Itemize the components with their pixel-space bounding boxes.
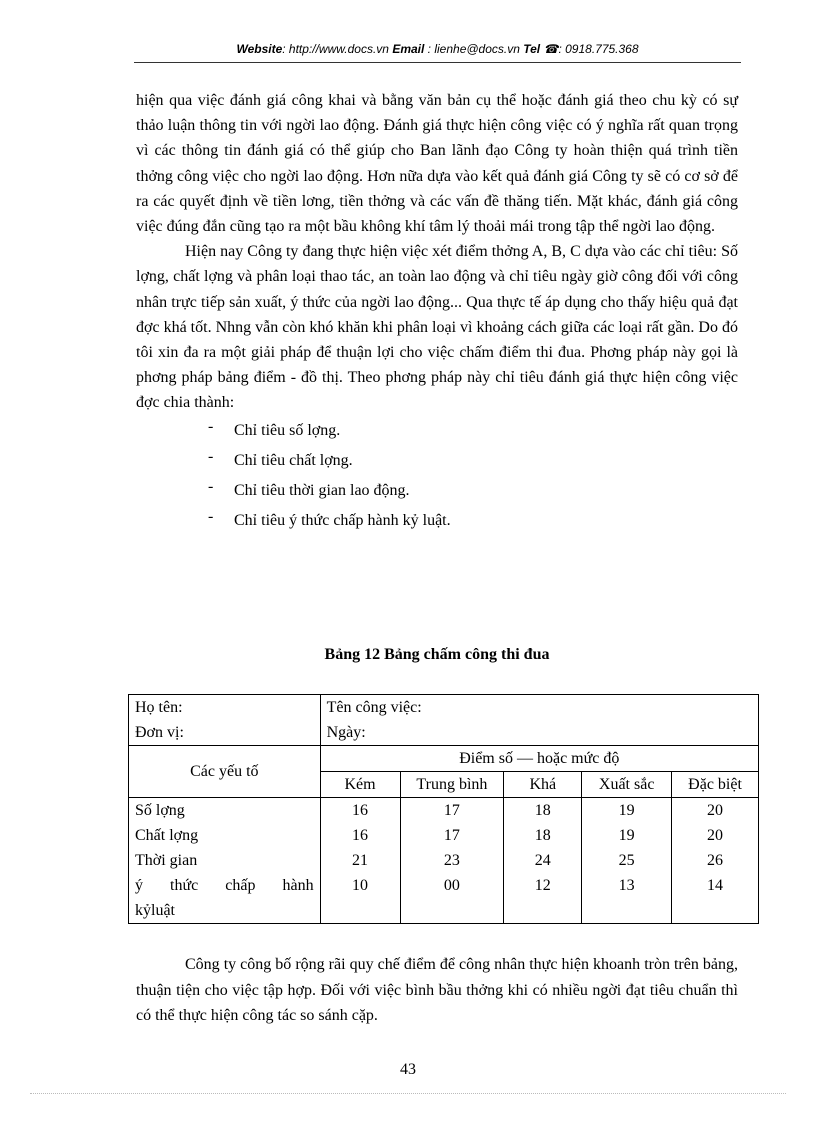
table-row: Chất lợng 16 17 18 19 20 bbox=[129, 823, 759, 848]
phone-icon: ☎ bbox=[543, 42, 559, 56]
website-label: Website bbox=[236, 42, 283, 56]
email-label: Email bbox=[392, 42, 425, 56]
website-value: : http://www.docs.vn bbox=[282, 42, 389, 56]
table-row: ý thức chấp hành kỷluật 10 00 12 13 14 bbox=[129, 873, 759, 924]
score-table bbox=[128, 694, 759, 924]
list-item: - Chỉ tiêu chất lợng. bbox=[208, 446, 738, 476]
level-header: Khá bbox=[504, 772, 582, 798]
date-label: Ngày: bbox=[326, 724, 366, 741]
closing-text bbox=[136, 952, 738, 1029]
header-row bbox=[129, 746, 759, 772]
level-header: Đặc biệt bbox=[672, 772, 759, 798]
page-header bbox=[134, 42, 741, 56]
level-header: Trung bình bbox=[400, 772, 504, 798]
factor-label: Chất lợng bbox=[129, 823, 321, 848]
name-label: Họ tên: bbox=[135, 699, 183, 716]
unit-label: Đơn vị: bbox=[135, 724, 184, 741]
body-text bbox=[136, 88, 738, 536]
footer-divider bbox=[30, 1093, 786, 1094]
table-caption: Bảng 12 Bảng chấm công thi đua bbox=[324, 646, 550, 663]
bullet-marker: - bbox=[208, 447, 214, 465]
header-divider bbox=[134, 62, 741, 63]
table-row: Số lợng 16 17 18 19 20 bbox=[129, 798, 759, 824]
page-number: 43 bbox=[400, 1061, 416, 1078]
info-row bbox=[129, 695, 759, 746]
factor-label: ý thức chấp hành kỷluật bbox=[129, 873, 321, 924]
level-header: Kém bbox=[320, 772, 400, 798]
level-header: Xuất sắc bbox=[582, 772, 672, 798]
paragraph-3: Công ty công bố rộng rãi quy chế điểm để công nhân thực hiện khoanh tròn trên bảng, thuận tiện cho việc tập hợp. Đối với việc bình bầu thởng khi có nhiều ngời đạt tiêu chuẩn thì có thể thực hiện công tác so sánh cặp. bbox=[136, 956, 738, 1024]
job-label: Tên công việc: bbox=[326, 699, 422, 716]
list-item: - Chỉ tiêu số lợng. bbox=[208, 416, 738, 446]
list-item: - Chỉ tiêu ý thức chấp hành kỷ luật. bbox=[208, 506, 738, 536]
job-date-cell bbox=[320, 695, 758, 746]
bullet-marker: - bbox=[208, 507, 214, 525]
tel-label: Tel bbox=[523, 42, 541, 56]
bullet-marker: - bbox=[208, 417, 214, 435]
tel-value: : 0918.775.368 bbox=[558, 42, 639, 56]
table-row: Thời gian 21 23 24 25 26 bbox=[129, 848, 759, 873]
factor-header: Các yếu tố bbox=[129, 746, 321, 798]
paragraph-2: Hiện nay Công ty đang thực hiện việc xét điểm thởng A, B, C dựa vào các chỉ tiêu: Số lợng, chất lợng và phân loại thao tác, an toàn lao động và chỉ tiêu ngày giờ công đối với công nhân trực tiếp sản xuất, ý thức của ngời lao động... Qua thực tế áp dụng cho thấy hiệu quả đạt đợc khá tốt. Nhng vẫn còn khó khăn khi phân loại vì khoảng cách giữa các loại rất gần. Do đó tôi xin đa ra một giải pháp để thuận lợi cho việc chấm điểm thi đua. Phơng pháp này gọi là phơng pháp bảng điểm - đồ thị. Theo phơng pháp này chỉ tiêu đánh giá thực hiện công việc đợc chia thành: bbox=[136, 243, 738, 412]
paragraph-1: hiện qua việc đánh giá công khai và bằng văn bản cụ thể hoặc đánh giá theo chu kỳ có sự thảo luận thông tin với ngời lao động. Đánh giá thực hiện công việc có ý nghĩa rất quan trọng vì các thông tin đánh giá có thể giúp cho Ban lãnh đạo Công ty hoàn thiện quá trình tiền thởng công việc cho ngời lao động. Hơn nữa dựa vào kết quả đánh giá Công ty sẽ có cơ sở để ra các quyết định về tiền lơng, tiền thởng và các vấn đề thăng tiến. Mặt khác, đánh giá công việc đúng đắn cũng tạo ra một bầu không khí tâm lý thoải mái trong tập thể ngời lao động. bbox=[136, 92, 738, 236]
score-header: Điểm số — hoặc mức độ bbox=[320, 746, 758, 772]
factor-label: Thời gian bbox=[129, 848, 321, 873]
name-unit-cell bbox=[129, 695, 321, 746]
factor-label: Số lợng bbox=[129, 798, 321, 824]
list-item: - Chỉ tiêu thời gian lao động. bbox=[208, 476, 738, 506]
email-value: : lienhe@docs.vn bbox=[427, 42, 520, 56]
criteria-list bbox=[136, 416, 738, 536]
bullet-marker: - bbox=[208, 477, 214, 495]
